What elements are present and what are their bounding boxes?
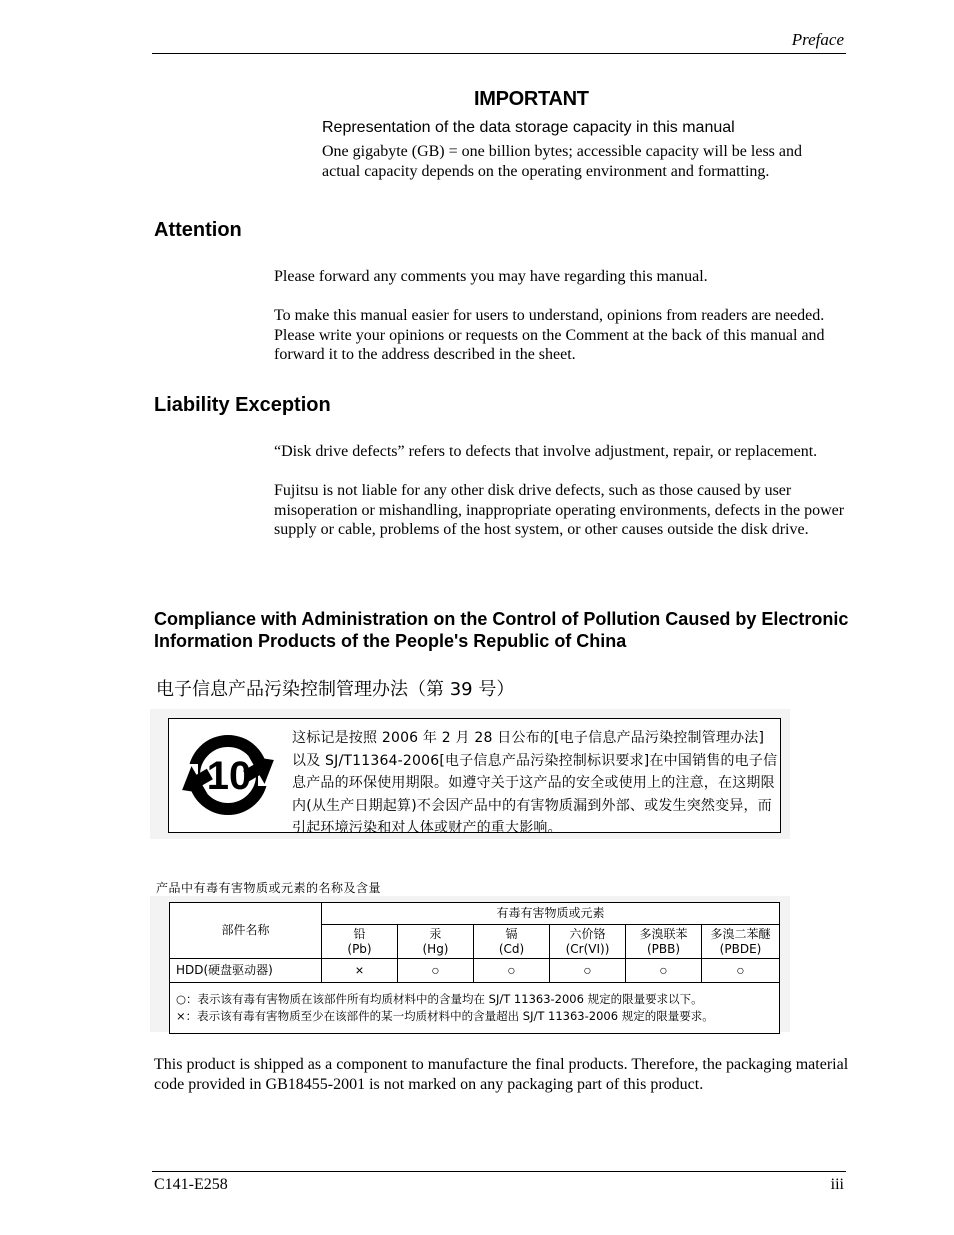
epup-label-text: 这标记是按照 2006 年 2 月 28 日公布的[电子信息产品污染控制管理办法]以及 SJ/T11364-2006[电子信息产品污染控制标识要求]在中国销售的电子信息产品的环保使用期限。如遵守关于这产品的安全或使用上的注意，在这期限内(从生产日期起算)不会因产品中的有害物质漏到外部、或发生突然变异，而引起环境污染和对人体或财产的重大影响。	[292, 730, 778, 837]
header-rule	[152, 53, 846, 54]
footer-rule	[152, 1171, 846, 1172]
substance-mark-hg: ○	[398, 959, 474, 983]
recycle-period-10-icon	[176, 726, 286, 824]
important-title: IMPORTANT	[474, 88, 589, 110]
table-notes	[170, 983, 780, 1034]
substance-column-pbb: 多溴联苯 (PBB)	[626, 925, 702, 959]
substance-column-pb: 铅 (Pb)	[322, 925, 398, 959]
table-row	[170, 959, 780, 983]
substance-mark-cr6: ○	[550, 959, 626, 983]
hazardous-substances-table	[169, 902, 780, 1034]
substance-mark-cd: ○	[474, 959, 550, 983]
liability-body	[274, 442, 846, 559]
document-code: C141-E258	[154, 1176, 228, 1193]
substance-column-pbde: 多溴二苯醚 (PBDE)	[702, 925, 780, 959]
attention-paragraph: To make this manual easier for users to understand, opinions from readers are needed. Please write your opinions or requests on the Comment at the back of this manual and forward it to the address described in the sheet.	[274, 306, 825, 364]
part-name-header: 部件名称	[170, 903, 322, 959]
page-number: iii	[830, 1176, 844, 1193]
substance-mark-pbde: ○	[702, 959, 780, 983]
attention-heading: Attention	[154, 219, 242, 241]
cn-regulation-title: 电子信息产品污染控制管理办法（第 39 号）	[156, 679, 515, 700]
substance-group-header: 有毒有害物质或元素	[322, 903, 780, 925]
substance-mark-pb: ×	[322, 959, 398, 983]
liability-heading: Liability Exception	[154, 394, 331, 416]
logo-number: 10	[206, 754, 252, 798]
packaging-note: This product is shipped as a component to manufacture the final products. Therefore, the packaging material code provided in GB18455-2001 is not marked on any packaging part of this product.	[154, 1056, 849, 1093]
attention-body	[274, 267, 846, 384]
compliance-heading: Compliance with Administration on the Control of Pollution Caused by Electronic Information Products of the People's Republic of China	[154, 609, 849, 651]
important-subtitle: Representation of the data storage capacity in this manual	[322, 119, 735, 136]
part-name-cell: HDD(硬盘驱动器)	[170, 959, 322, 983]
table-note: ×：表示该有毒有害物质至少在该部件的某一均质材料中的含量超出 SJ/T 11363-2006 规定的限量要求。	[176, 1009, 714, 1023]
important-body: One gigabyte (GB) = one billion bytes; accessible capacity will be less and actual capacity depends on the operating environment and formatting.	[322, 143, 802, 180]
running-header: Preface	[791, 30, 844, 49]
substance-column-cd: 镉 (Cd)	[474, 925, 550, 959]
attention-paragraph: Please forward any comments you may have regarding this manual.	[274, 268, 708, 285]
substance-column-hg: 汞 (Hg)	[398, 925, 474, 959]
table-note: ○：表示该有毒有害物质在该部件所有均质材料中的含量均在 SJ/T 11363-2006 规定的限量要求以下。	[176, 992, 703, 1006]
substances-table-caption: 产品中有毒有害物质或元素的名称及含量	[156, 881, 382, 895]
substance-mark-pbb: ○	[626, 959, 702, 983]
liability-paragraph: “Disk drive defects” refers to defects that involve adjustment, repair, or replacement.	[274, 443, 818, 460]
substance-column-cr6: 六价铬 (Cr(VI))	[550, 925, 626, 959]
liability-paragraph: Fujitsu is not liable for any other disk drive defects, such as those caused by user misoperation or mishandling, inappropriate operating environments, defects in the power supply or cable, problems of the host system, or other causes outside the disk drive.	[274, 481, 845, 539]
